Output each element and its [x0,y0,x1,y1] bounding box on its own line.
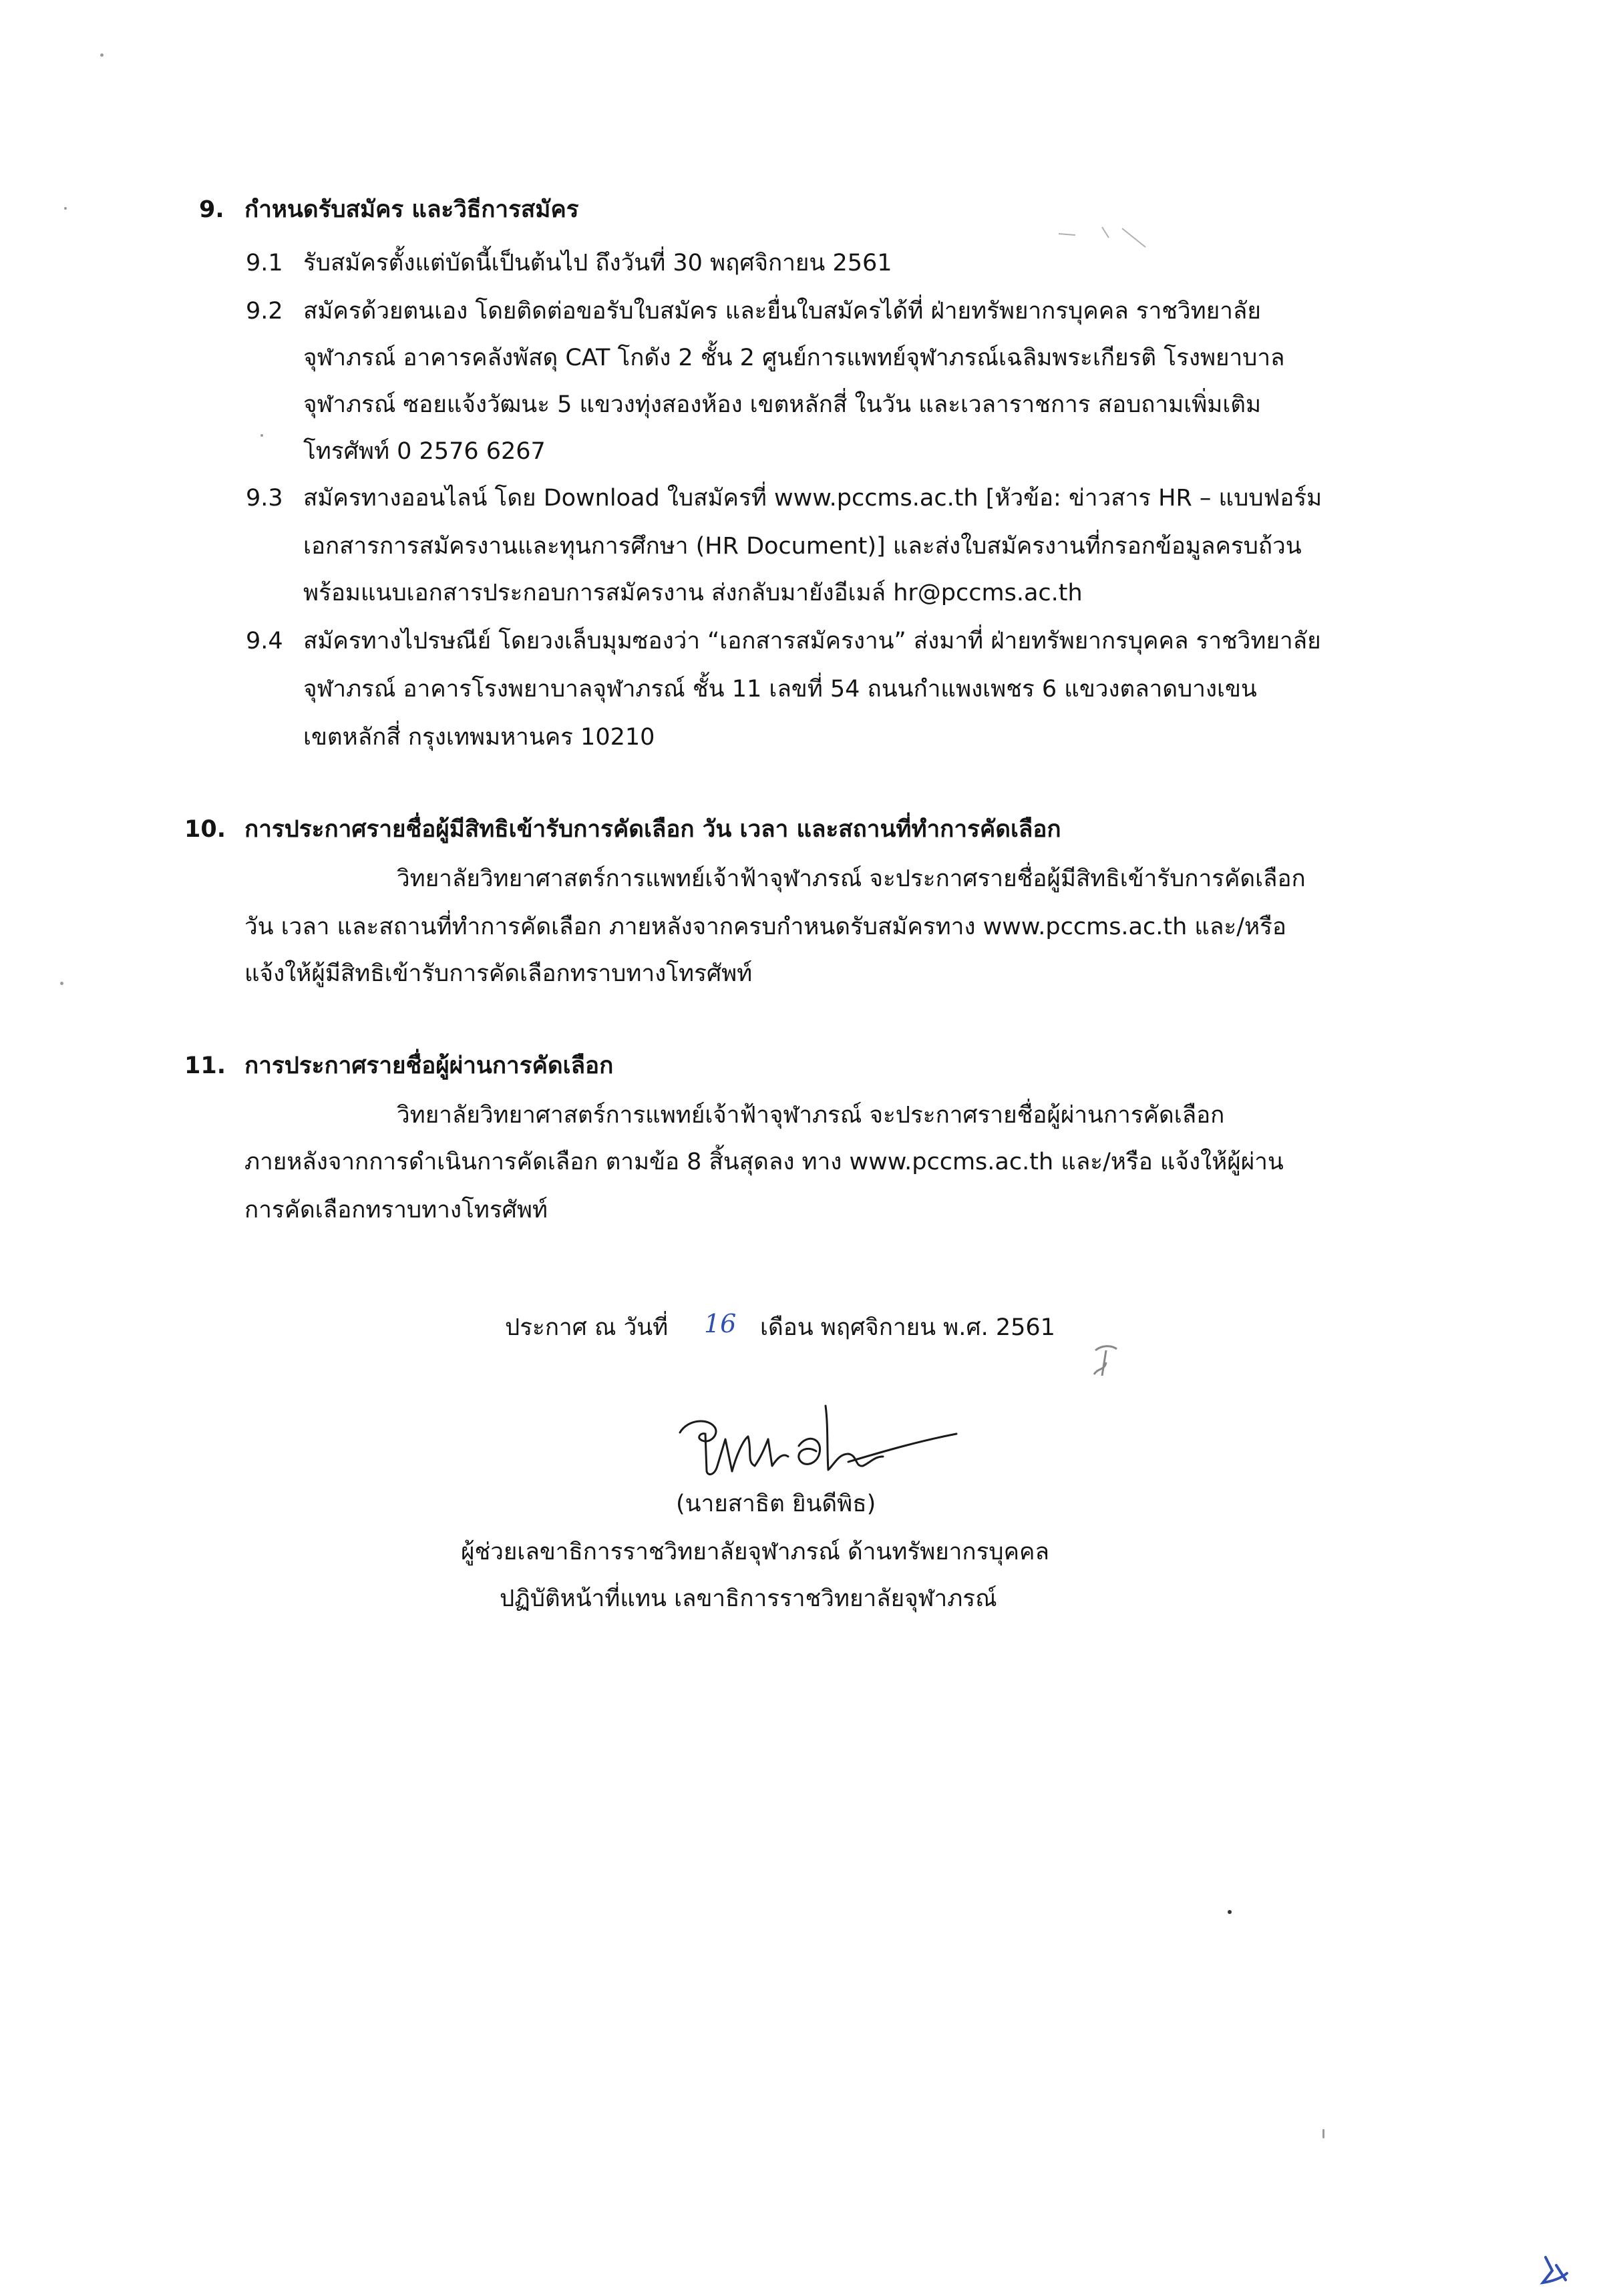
scan-speck [1228,1910,1232,1914]
announcement-suffix: เดือน พฤศจิกายน พ.ศ. 2561 [760,1314,1055,1341]
signatory-title-2: ปฏิบัติหน้าที่แทน เลขาธิการราชวิทยาลัยจุฬาภรณ์ [500,1585,997,1612]
item-9-3-number: 9.3 [246,485,283,512]
section-9-heading: กำหนดรับสมัคร และวิธีการสมัคร [244,196,579,223]
item-9-1-number: 9.1 [246,250,283,276]
scan-speck [1322,2129,1324,2138]
item-9-4-line: สมัครทางไปรษณีย์ โดยวงเล็บมุมซองว่า “เอกสารสมัครงาน” ส่งมาที่ ฝ่ายทรัพยากรบุคคล ราชวิทยาลัย [303,628,1321,654]
section-10-line: วิทยาลัยวิทยาศาสตร์การแพทย์เจ้าฟ้าจุฬาภรณ์ จะประกาศรายชื่อผู้มีสิทธิเข้ารับการคัดเลือก [397,866,1306,892]
scan-stroke [1055,214,1149,254]
signature [668,1392,962,1486]
item-9-2-line: จุฬาภรณ์ ซอยแจ้งวัฒนะ 5 แขวงทุ่งสองห้อง เขตหลักสี่ ในวัน และเวลาราชการ สอบถามเพิ่มเติม [303,391,1262,418]
item-9-3-line: พร้อมแนบเอกสารประกอบการสมัครงาน ส่งกลับมายังอีเมล์ hr@pccms.ac.th [303,580,1083,606]
pen-mark [1082,1336,1142,1389]
announcement-prefix: ประกาศ ณ วันที่ [505,1314,669,1341]
section-10-line: แจ้งให้ผู้มีสิทธิเข้ารับการคัดเลือกทราบทางโทรศัพท์ [244,960,753,987]
section-11-line: ภายหลังจากการดำเนินการคัดเลือก ตามข้อ 8 สิ้นสุดลง ทาง www.pccms.ac.th และ/หรือ แจ้งให้ผู้ผ่าน [244,1149,1284,1175]
item-9-4-line: จุฬาภรณ์ อาคารโรงพยาบาลจุฬาภรณ์ ชั้น 11 เลขที่ 54 ถนนกำแพงเพชร 6 แขวงตลาดบางเขน [303,676,1257,703]
scan-speck [100,53,104,57]
section-11-number: 11. [184,1053,226,1079]
scan-speck [260,434,263,437]
section-11-line: วิทยาลัยวิทยาศาสตร์การแพทย์เจ้าฟ้าจุฬาภรณ์ จะประกาศรายชื่อผู้ผ่านการคัดเลือก [397,1102,1225,1129]
section-11-line: การคัดเลือกทราบทางโทรศัพท์ [244,1197,548,1223]
corner-initial [1536,2251,1583,2291]
item-9-4-line: เขตหลักสี่ กรุงเทพมหานคร 10210 [303,724,655,751]
item-9-3-line: สมัครทางออนไลน์ โดย Download ใบสมัครที่ www.pccms.ac.th [หัวข้อ: ข่าวสาร HR – แบบฟอร์ม [303,485,1322,512]
section-10-heading: การประกาศรายชื่อผู้มีสิทธิเข้ารับการคัดเลือก วัน เวลา และสถานที่ทำการคัดเลือก [244,816,1061,843]
scan-speck [60,982,63,985]
item-9-4-number: 9.4 [246,628,283,654]
handwritten-day: 16 [704,1309,737,1338]
item-9-1-line: รับสมัครตั้งแต่บัดนี้เป็นต้นไป ถึงวันที่ 30 พฤศจิกายน 2561 [303,250,892,276]
section-11-heading: การประกาศรายชื่อผู้ผ่านการคัดเลือก [244,1053,614,1079]
section-10-line: วัน เวลา และสถานที่ทำการคัดเลือก ภายหลังจากครบกำหนดรับสมัครทาง www.pccms.ac.th และ/หรือ [244,914,1286,940]
item-9-2-number: 9.2 [246,298,283,325]
item-9-2-line: สมัครด้วยตนเอง โดยติดต่อขอรับใบสมัคร และยื่นใบสมัครได้ที่ ฝ่ายทรัพยากรบุคคล ราชวิทยาลัย [303,298,1261,325]
section-10-number: 10. [184,816,226,843]
signatory-title-1: ผู้ช่วยเลขาธิการราชวิทยาลัยจุฬาภรณ์ ด้านทรัพยากรบุคคล [461,1539,1049,1565]
item-9-2-line: โทรศัพท์ 0 2576 6267 [303,438,546,465]
signatory-name: (นายสาธิต ยินดีพิธ) [676,1491,876,1517]
scan-speck [64,207,67,210]
item-9-2-line: จุฬาภรณ์ อาคารคลังพัสดุ CAT โกดัง 2 ชั้น 2 ศูนย์การแพทย์จุฬาภรณ์เฉลิมพระเกียรติ โรงพยาบาล [303,345,1285,371]
section-9-number: 9. [199,196,224,223]
item-9-3-line: เอกสารการสมัครงานและทุนการศึกษา (HR Document)] และส่งใบสมัครงานที่กรอกข้อมูลครบถ้วน [303,533,1302,560]
